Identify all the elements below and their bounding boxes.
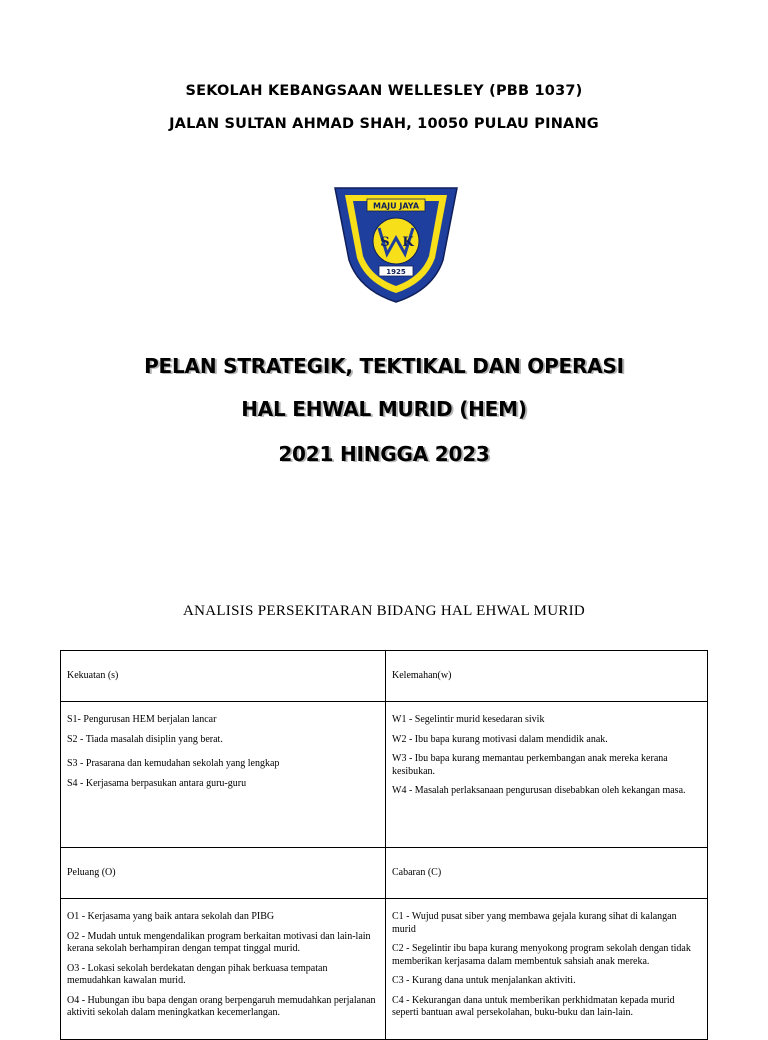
school-name: SEKOLAH KEBANGSAAN WELLESLEY (PBB 1037) xyxy=(185,83,583,99)
opportunity-item: O1 - Kerjasama yang baik antara sekolah dan PIBG xyxy=(67,911,275,922)
opportunities-cell xyxy=(61,899,386,1040)
weaknesses-cell xyxy=(386,702,708,848)
weakness-item: W3 - Ibu bapa kurang memantau perkembangan anak mereka kerana kesibukan. xyxy=(392,753,668,777)
strength-item: S1- Pengurusan HEM berjalan lancar xyxy=(67,714,217,725)
weaknesses-label: Kelemahan(w) xyxy=(386,651,708,702)
opportunities-label: Peluang (O) xyxy=(61,848,386,899)
threats-cell xyxy=(386,899,708,1040)
crest-letter-s: S xyxy=(380,235,390,250)
weakness-item: W4 - Masalah perlaksanaan pengurusan disebabkan oleh kekangan masa. xyxy=(392,785,686,796)
strength-item: S2 - Tiada masalah disiplin yang berat. xyxy=(67,733,223,745)
threat-item: C2 - Segelintir ibu bapa kurang menyokong program sekolah dengan tidak memberikan kerjasama dalam membentuk sahsiah anak mereka. xyxy=(392,943,691,967)
swot-header-row xyxy=(61,651,708,702)
threat-item: C3 - Kurang dana untuk menjalankan aktiviti. xyxy=(392,975,576,986)
title-line-2: HAL EHWAL MURID (HEM) xyxy=(241,397,527,421)
threat-item: C1 - Wujud pusat siber yang membawa gejala kurang sihat di kalangan murid xyxy=(392,911,677,935)
opportunity-item: O3 - Lokasi sekolah berdekatan dengan pihak berkuasa tempatan memudahkan kawalan murid. xyxy=(67,962,328,986)
weakness-item: W2 - Ibu bapa kurang motivasi dalam mendidik anak. xyxy=(392,733,608,745)
opportunity-item: O2 - Mudah untuk mengendalikan program berkaitan motivasi dan lain-lain kerana sekolah berhampiran dengan tempat tinggal murid. xyxy=(67,930,371,954)
strength-item: S3 - Prasarana dan kemudahan sekolah yang lengkap xyxy=(67,758,280,769)
swot-table xyxy=(60,650,708,1040)
school-address: JALAN SULTAN AHMAD SHAH, 10050 PULAU PINANG xyxy=(169,116,599,132)
school-crest-logo xyxy=(333,186,459,304)
analysis-heading: ANALISIS PERSEKITARAN BIDANG HAL EHWAL MURID xyxy=(182,603,586,619)
opportunity-item: O4 - Hubungan ibu bapa dengan orang berpengaruh memudahkan perjalanan aktiviti sekolah dalam meningkatkan kecemerlangan. xyxy=(67,994,376,1018)
oc-body-row xyxy=(61,899,708,1040)
crest-letter-k: K xyxy=(402,235,414,250)
title-line-3: 2021 HINGGA 2023 xyxy=(278,442,490,466)
oc-header-row xyxy=(61,848,708,899)
weakness-item: W1 - Segelintir murid kesedaran sivik xyxy=(392,714,545,725)
swot-body-row xyxy=(61,702,708,848)
title-line-1: PELAN STRATEGIK, TEKTIKAL DAN OPERASI xyxy=(144,354,624,378)
strengths-label: Kekuatan (s) xyxy=(61,651,386,702)
crest-year: 1925 xyxy=(386,268,406,276)
strength-item: S4 - Kerjasama berpasukan antara guru-guru xyxy=(67,777,247,789)
crest-motto: MAJU JAYA xyxy=(372,201,420,211)
threat-item: C4 - Kekurangan dana untuk memberikan perkhidmatan kepada murid seperti bantuan awal persekolahan, buku-buku dan lain-lain. xyxy=(392,994,675,1018)
threats-label: Cabaran (C) xyxy=(386,848,708,899)
strengths-cell xyxy=(61,702,386,848)
